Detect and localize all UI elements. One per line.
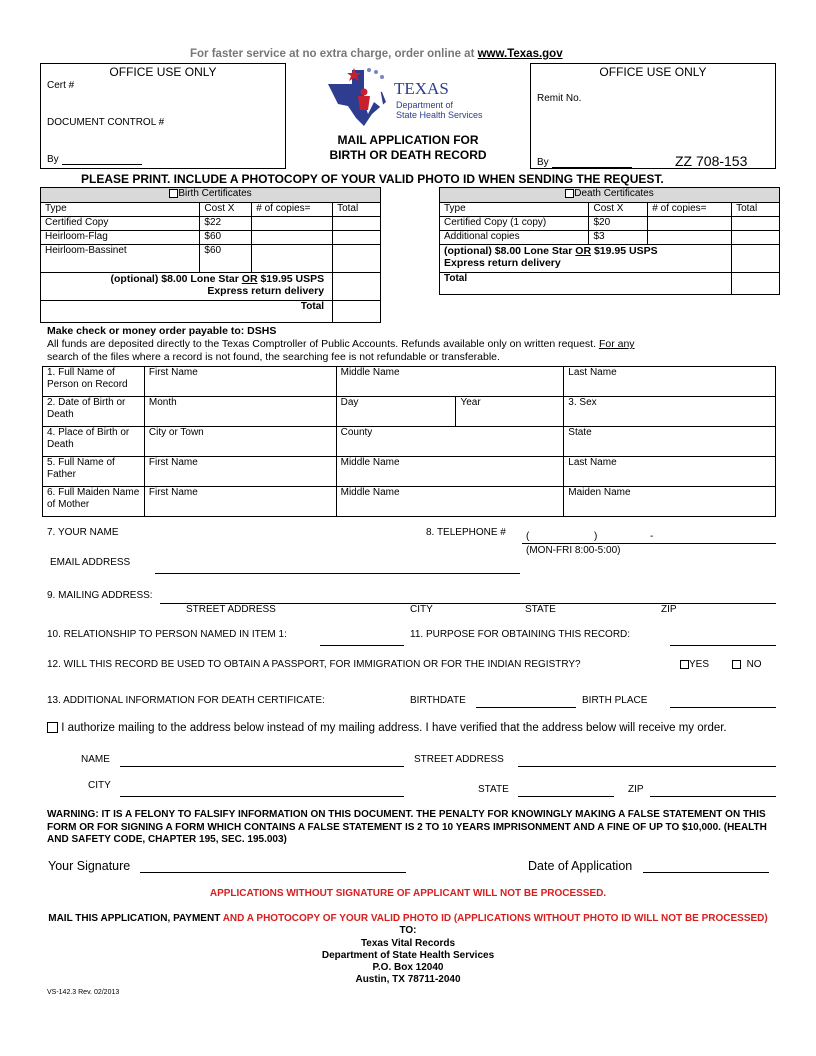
form-code: ZZ 708-153 bbox=[675, 153, 748, 169]
death-total-input[interactable] bbox=[732, 231, 780, 245]
alt-state-label: STATE bbox=[478, 784, 509, 795]
authorize-statement: I authorize mailing to the address below instead of my mailing address. I have verified that the address below will receive my order. bbox=[47, 722, 727, 735]
footer-form-code: VS-142.3 Rev. 02/2013 bbox=[47, 989, 120, 996]
alt-name-input[interactable] bbox=[120, 766, 404, 767]
death-header-total: Total bbox=[732, 203, 780, 217]
street-address-caption: STREET ADDRESS bbox=[186, 604, 276, 615]
online-banner: For faster service at no extra charge, order online at www.Texas.gov bbox=[190, 48, 563, 60]
alt-city-input[interactable] bbox=[120, 796, 404, 797]
grid-label-mother: 6. Full Maiden Name of Mother bbox=[43, 487, 145, 517]
mail-instructions: MAIL THIS APPLICATION, PAYMENT AND A PHOTOCOPY OF YOUR VALID PHOTO ID (APPLICATIONS WITHOUT PHOTO ID WILL NOT BE PROCESSED) TO: bbox=[48, 913, 768, 936]
by-label-left: By bbox=[47, 154, 59, 165]
telephone-hours: (MON-FRI 8:00-5:00) bbox=[526, 545, 621, 556]
tel-paren-close: ) bbox=[594, 531, 598, 542]
office-use-left-box bbox=[40, 63, 286, 169]
date-month-field[interactable]: Month bbox=[144, 397, 336, 427]
birthdate-input[interactable] bbox=[476, 707, 576, 708]
form-title-line-2: BIRTH OR DEATH RECORD bbox=[329, 148, 487, 162]
birth-copies-input[interactable] bbox=[252, 245, 333, 273]
address-line: Department of State Health Services bbox=[321, 950, 495, 961]
telephone-input[interactable] bbox=[522, 543, 776, 544]
birth-grand-total[interactable] bbox=[333, 301, 381, 323]
birth-total-label: Total bbox=[41, 301, 333, 323]
logo-dept-2: State Health Services bbox=[396, 110, 483, 120]
death-header-cost: Cost X bbox=[589, 203, 648, 217]
by-label-right: By bbox=[537, 157, 549, 168]
tel-dash: - bbox=[650, 531, 654, 542]
death-copies-input[interactable] bbox=[648, 231, 732, 245]
no-checkbox[interactable] bbox=[732, 660, 741, 669]
death-header-type: Type bbox=[440, 203, 589, 217]
address-line: Texas Vital Records bbox=[360, 938, 456, 949]
alt-city-label: CITY bbox=[88, 780, 111, 791]
mailing-address-label: 9. MAILING ADDRESS: bbox=[47, 590, 153, 601]
state-field[interactable]: State bbox=[564, 427, 776, 457]
passport-question: 12. WILL THIS RECORD BE USED TO OBTAIN A PASSPORT, FOR IMMIGRATION OR FOR THE INDIAN REGISTRY? bbox=[47, 659, 581, 670]
birth-copies-input[interactable] bbox=[252, 217, 333, 231]
birth-express-total[interactable] bbox=[333, 273, 381, 301]
mailing-address-block bbox=[0, 938, 816, 986]
remit-label: Remit No. bbox=[537, 93, 582, 104]
alt-zip-label: ZIP bbox=[628, 784, 644, 795]
email-label: EMAIL ADDRESS bbox=[50, 557, 131, 568]
table-row: $60 bbox=[200, 231, 252, 245]
office-use-right-box bbox=[530, 63, 776, 169]
table-row: Heirloom-Bassinet bbox=[41, 245, 200, 273]
logo-texas: TEXAS bbox=[394, 79, 449, 98]
grid-label-father: 5. Full Name of Father bbox=[43, 457, 145, 487]
alt-zip-input[interactable] bbox=[650, 796, 776, 797]
birth-express-row: (optional) $8.00 Lone Star OR $19.95 USPS Express return delivery bbox=[41, 273, 333, 301]
birth-header-total: Total bbox=[333, 203, 381, 217]
form-title bbox=[300, 133, 516, 163]
telephone-label: 8. TELEPHONE # bbox=[426, 527, 506, 538]
your-name-label: 7. YOUR NAME bbox=[47, 527, 119, 538]
birth-header-cost: Cost X bbox=[200, 203, 252, 217]
father-last-name-field[interactable]: Last Name bbox=[564, 457, 776, 487]
birth-copies-input[interactable] bbox=[252, 231, 333, 245]
death-express-total[interactable] bbox=[732, 245, 780, 273]
date-day-field[interactable]: Day bbox=[336, 397, 456, 427]
table-row: $3 bbox=[589, 231, 648, 245]
record-info-grid bbox=[42, 366, 776, 517]
purpose-label: 11. PURPOSE FOR OBTAINING THIS RECORD: bbox=[410, 629, 631, 640]
zip-caption: ZIP bbox=[661, 604, 677, 615]
birth-total-input[interactable] bbox=[333, 217, 381, 231]
warning-text: WARNING: IT IS A FELONY TO FALSIFY INFORMATION ON THIS DOCUMENT. THE PENALTY FOR KNOWINGLY MAKING A FALSE STATEMENT ON THIS FORM OR FOR SIGNING A FORM WHICH CONTAINS A FALSE STATEMENT IS 2 TO 10 YEARS IMPRISONMENT AND A FINE OF UP TO $10,000. (HEALTH AND SAFETY CODE, CHAPTER 195, SEC. 195.003) bbox=[47, 809, 767, 845]
print-notice: PLEASE PRINT. INCLUDE A PHOTOCOPY OF YOUR VALID PHOTO ID WHEN SENDING THE REQUEST. bbox=[81, 172, 664, 186]
table-row: Additional copies bbox=[440, 231, 589, 245]
date-application-label: Date of Application bbox=[528, 859, 633, 873]
birth-header-type: Type bbox=[41, 203, 200, 217]
death-copies-input[interactable] bbox=[648, 217, 732, 231]
cert-label: Cert # bbox=[47, 80, 75, 91]
office-use-left-title: OFFICE USE ONLY bbox=[109, 65, 217, 79]
alt-street-label: STREET ADDRESS bbox=[414, 754, 504, 765]
relationship-label: 10. RELATIONSHIP TO PERSON NAMED IN ITEM 1: bbox=[47, 629, 287, 640]
tel-paren-open: ( bbox=[526, 531, 530, 542]
birth-header-copies: # of copies= bbox=[252, 203, 333, 217]
death-certificate-checkbox[interactable] bbox=[565, 189, 574, 198]
death-certificates-table bbox=[439, 187, 780, 295]
mother-maiden-name-field[interactable]: Maiden Name bbox=[564, 487, 776, 517]
alt-name-label: NAME bbox=[81, 754, 110, 765]
death-total-label: Total bbox=[440, 273, 732, 295]
yes-option[interactable]: YES bbox=[680, 659, 709, 671]
signature-input[interactable] bbox=[140, 872, 406, 873]
additional-info-label: 13. ADDITIONAL INFORMATION FOR DEATH CERTIFICATE: bbox=[47, 695, 325, 706]
birthdate-label: BIRTHDATE bbox=[410, 695, 466, 706]
texas-gov-link[interactable]: www.Texas.gov bbox=[477, 48, 563, 60]
funds-note: All funds are deposited directly to the Texas Comptroller of Public Accounts. Refunds available only on written request. For any search of the files where a record is not found, the searching fee is not refundable or transferable. bbox=[47, 338, 635, 363]
grid-label-place: 4. Place of Birth or Death bbox=[43, 427, 145, 457]
city-caption: CITY bbox=[410, 604, 433, 615]
table-row: $22 bbox=[200, 217, 252, 231]
birth-certificate-checkbox[interactable] bbox=[169, 189, 178, 198]
date-year-field[interactable]: Year bbox=[456, 397, 564, 427]
signature-label: Your Signature bbox=[48, 859, 131, 873]
mother-middle-name-field[interactable]: Middle Name bbox=[336, 487, 564, 517]
date-application-input[interactable] bbox=[643, 872, 769, 873]
alt-street-input[interactable] bbox=[518, 766, 776, 767]
table-row: Certified Copy bbox=[41, 217, 200, 231]
address-line: P.O. Box 12040 bbox=[372, 962, 444, 973]
birth-total-input[interactable] bbox=[333, 245, 381, 273]
person-last-name-field[interactable]: Last Name bbox=[564, 367, 776, 397]
no-signature-warning: APPLICATIONS WITHOUT SIGNATURE OF APPLICANT WILL NOT BE PROCESSED. bbox=[209, 888, 607, 899]
document-control-label: DOCUMENT CONTROL # bbox=[47, 117, 165, 128]
table-row: $60 bbox=[200, 245, 252, 273]
mother-first-name-field[interactable]: First Name bbox=[144, 487, 336, 517]
no-option[interactable]: NO bbox=[732, 659, 762, 671]
form-title-line-1: MAIL APPLICATION FOR bbox=[337, 133, 479, 147]
birth-certificates-table bbox=[40, 187, 381, 323]
authorize-checkbox[interactable] bbox=[47, 722, 58, 733]
birth-table-title: Birth Certificates bbox=[41, 188, 381, 203]
by-line-right[interactable] bbox=[552, 167, 632, 168]
death-header-copies: # of copies= bbox=[648, 203, 732, 217]
by-line-left[interactable] bbox=[62, 164, 142, 165]
office-use-right-title: OFFICE USE ONLY bbox=[599, 65, 707, 79]
address-line: Austin, TX 78711-2040 bbox=[355, 974, 461, 985]
grid-label-full-name: 1. Full Name of Person on Record bbox=[43, 367, 145, 397]
city-town-field[interactable]: City or Town bbox=[144, 427, 336, 457]
table-row: $20 bbox=[589, 217, 648, 231]
person-middle-name-field[interactable]: Middle Name bbox=[336, 367, 564, 397]
sex-field[interactable]: 3. Sex bbox=[564, 397, 776, 427]
dshs-logo bbox=[324, 66, 494, 128]
death-total-input[interactable] bbox=[732, 217, 780, 231]
death-grand-total[interactable] bbox=[732, 273, 780, 295]
logo-dept-1: Department of bbox=[396, 100, 454, 110]
person-first-name-field[interactable]: First Name bbox=[144, 367, 336, 397]
alt-state-input[interactable] bbox=[518, 796, 614, 797]
county-field[interactable]: County bbox=[336, 427, 564, 457]
payable-note: Make check or money order payable to: DSHS bbox=[47, 325, 277, 337]
birthplace-label: BIRTH PLACE bbox=[582, 695, 648, 706]
yes-checkbox[interactable] bbox=[680, 660, 689, 669]
death-express-row: (optional) $8.00 Lone Star OR $19.95 USPS Express return delivery bbox=[440, 245, 732, 273]
death-table-title: Death Certificates bbox=[440, 188, 780, 203]
relationship-input[interactable] bbox=[320, 645, 404, 646]
father-first-name-field[interactable]: First Name bbox=[144, 457, 336, 487]
father-middle-name-field[interactable]: Middle Name bbox=[336, 457, 564, 487]
email-input[interactable] bbox=[155, 573, 520, 574]
table-row: Heirloom-Flag bbox=[41, 231, 200, 245]
state-caption: STATE bbox=[525, 604, 556, 615]
purpose-input[interactable] bbox=[670, 645, 776, 646]
texas-map-icon bbox=[324, 66, 394, 128]
birth-total-input[interactable] bbox=[333, 231, 381, 245]
grid-label-date: 2. Date of Birth or Death bbox=[43, 397, 145, 427]
table-row: Certified Copy (1 copy) bbox=[440, 217, 589, 231]
birthplace-input[interactable] bbox=[670, 707, 776, 708]
